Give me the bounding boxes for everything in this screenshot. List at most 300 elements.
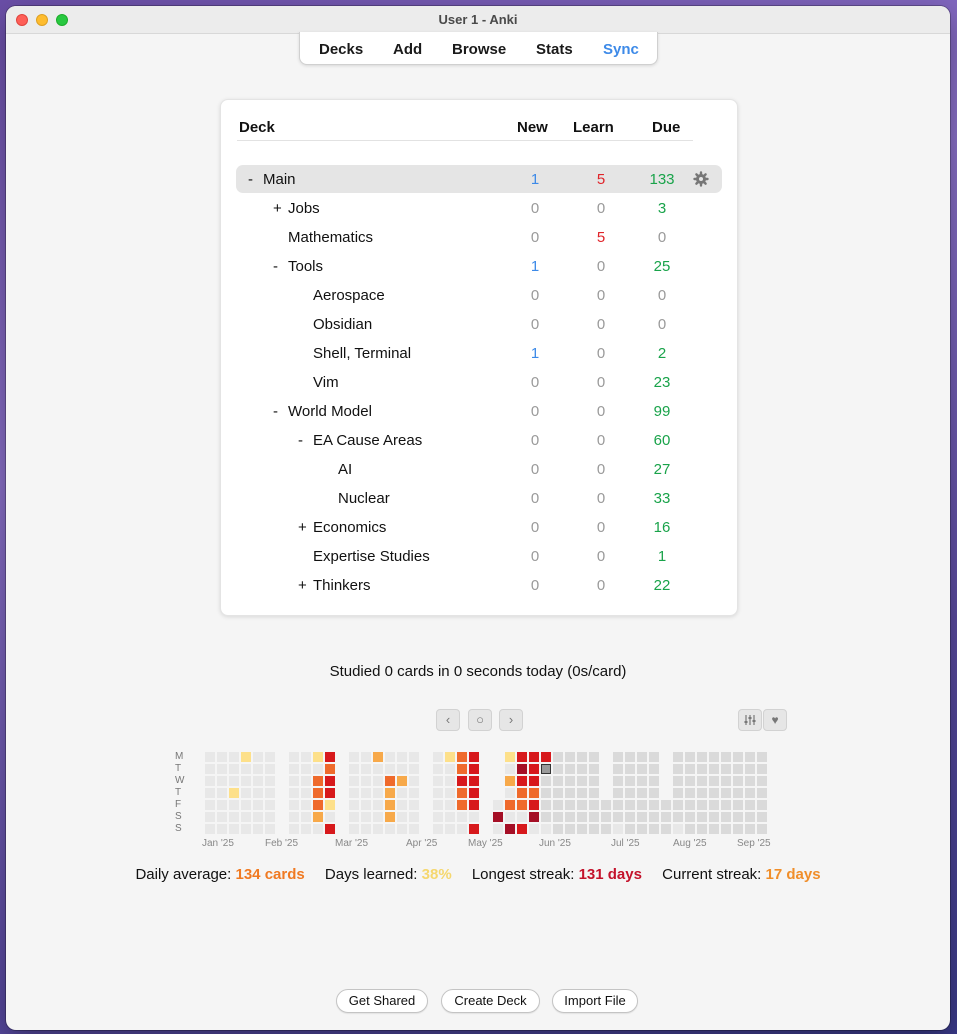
heatmap-day-cell[interactable]	[553, 776, 563, 786]
heatmap-day-cell[interactable]	[397, 788, 407, 798]
heatmap-day-cell[interactable]	[229, 776, 239, 786]
heatmap-day-cell[interactable]	[601, 812, 611, 822]
heatmap-day-cell[interactable]	[217, 800, 227, 810]
heatmap-day-cell[interactable]	[553, 800, 563, 810]
heatmap-day-cell[interactable]	[553, 788, 563, 798]
heatmap-day-cell[interactable]	[469, 788, 479, 798]
heatmap-day-cell[interactable]	[685, 824, 695, 834]
heatmap-day-cell[interactable]	[373, 812, 383, 822]
heatmap-day-cell[interactable]	[253, 812, 263, 822]
heatmap-day-cell[interactable]	[505, 764, 515, 774]
deck-row[interactable]	[221, 194, 737, 223]
heatmap-day-cell[interactable]	[493, 800, 503, 810]
heatmap-day-cell[interactable]	[313, 776, 323, 786]
heatmap-day-cell[interactable]	[649, 752, 659, 762]
heatmap-day-cell[interactable]	[721, 812, 731, 822]
heatmap-day-cell[interactable]	[433, 776, 443, 786]
heatmap-day-cell[interactable]	[301, 788, 311, 798]
heatmap-day-cell[interactable]	[577, 764, 587, 774]
heatmap-day-cell[interactable]	[685, 764, 695, 774]
heatmap-day-cell[interactable]	[529, 764, 539, 774]
heatmap-day-cell[interactable]	[649, 800, 659, 810]
heatmap-day-cell[interactable]	[745, 776, 755, 786]
heatmap-day-cell[interactable]	[361, 824, 371, 834]
heatmap-day-cell[interactable]	[373, 788, 383, 798]
heatmap-day-cell[interactable]	[217, 764, 227, 774]
heatmap-day-cell[interactable]	[457, 776, 467, 786]
import-file-button[interactable]: Import File	[552, 989, 638, 1013]
heatmap-day-cell[interactable]	[361, 788, 371, 798]
heatmap-day-cell[interactable]	[361, 752, 371, 762]
heatmap-day-cell[interactable]	[265, 824, 275, 834]
heatmap-day-cell[interactable]	[313, 800, 323, 810]
heatmap-day-cell[interactable]	[673, 812, 683, 822]
heatmap-day-cell[interactable]	[385, 788, 395, 798]
heatmap-day-cell[interactable]	[409, 800, 419, 810]
heatmap-day-cell[interactable]	[505, 776, 515, 786]
heatmap-day-cell[interactable]	[733, 824, 743, 834]
deck-name[interactable]: Mathematics	[288, 229, 374, 246]
heatmap-day-cell[interactable]	[229, 824, 239, 834]
deck-name[interactable]: Expertise Studies	[313, 548, 430, 565]
heatmap-day-cell[interactable]	[265, 776, 275, 786]
heatmap-day-cell[interactable]	[445, 752, 455, 762]
heatmap-day-cell[interactable]	[577, 752, 587, 762]
deck-row[interactable]	[221, 281, 737, 310]
heatmap-day-cell[interactable]	[289, 764, 299, 774]
heatmap-day-cell[interactable]	[409, 788, 419, 798]
heatmap-day-cell[interactable]	[697, 812, 707, 822]
deck-row[interactable]	[221, 513, 737, 542]
heatmap-day-cell[interactable]	[409, 824, 419, 834]
heatmap-day-cell[interactable]	[469, 776, 479, 786]
heatmap-day-cell[interactable]	[505, 800, 515, 810]
heatmap-day-cell[interactable]	[577, 812, 587, 822]
heatmap-day-cell[interactable]	[457, 812, 467, 822]
heatmap-day-cell[interactable]	[385, 812, 395, 822]
heatmap-day-cell[interactable]	[397, 800, 407, 810]
heatmap-day-cell[interactable]	[505, 812, 515, 822]
heatmap-day-cell[interactable]	[457, 752, 467, 762]
deck-name[interactable]: EA Cause Areas	[313, 432, 423, 449]
heatmap-day-cell[interactable]	[685, 776, 695, 786]
heatmap-day-cell[interactable]	[493, 812, 503, 822]
heatmap-day-cell[interactable]	[505, 752, 515, 762]
heatmap-day-cell[interactable]	[541, 788, 551, 798]
heatmap-day-cell[interactable]	[649, 812, 659, 822]
heatmap-day-cell[interactable]	[397, 824, 407, 834]
heatmap-day-cell[interactable]	[253, 824, 263, 834]
heatmap-day-cell[interactable]	[733, 788, 743, 798]
heatmap-day-cell[interactable]	[469, 800, 479, 810]
heatmap-day-cell[interactable]	[697, 788, 707, 798]
heatmap-day-cell[interactable]	[349, 824, 359, 834]
heatmap-day-cell[interactable]	[709, 776, 719, 786]
heatmap-day-cell[interactable]	[721, 788, 731, 798]
deck-row[interactable]	[221, 165, 737, 194]
heatmap-day-cell[interactable]	[733, 800, 743, 810]
heatmap-day-cell[interactable]	[457, 800, 467, 810]
heatmap-today-cell[interactable]	[542, 765, 551, 774]
heatmap-day-cell[interactable]	[373, 800, 383, 810]
heatmap-day-cell[interactable]	[445, 812, 455, 822]
heatmap-day-cell[interactable]	[661, 800, 671, 810]
heatmap-day-cell[interactable]	[241, 800, 251, 810]
heatmap-day-cell[interactable]	[325, 764, 335, 774]
heatmap-day-cell[interactable]	[697, 824, 707, 834]
heatmap-day-cell[interactable]	[613, 812, 623, 822]
heatmap-day-cell[interactable]	[445, 800, 455, 810]
heatmap-day-cell[interactable]	[529, 752, 539, 762]
heatmap-day-cell[interactable]	[673, 752, 683, 762]
heatmap-day-cell[interactable]	[301, 824, 311, 834]
deck-row[interactable]	[221, 455, 737, 484]
heatmap-day-cell[interactable]	[625, 800, 635, 810]
heatmap-day-cell[interactable]	[745, 764, 755, 774]
heatmap-day-cell[interactable]	[325, 776, 335, 786]
heatmap-day-cell[interactable]	[349, 812, 359, 822]
deck-name[interactable]: Shell, Terminal	[313, 345, 412, 362]
heatmap-day-cell[interactable]	[685, 800, 695, 810]
heatmap-day-cell[interactable]	[517, 764, 527, 774]
heatmap-support-button[interactable]	[763, 709, 787, 731]
heatmap-day-cell[interactable]	[265, 812, 275, 822]
heatmap-day-cell[interactable]	[589, 824, 599, 834]
heatmap-day-cell[interactable]	[565, 812, 575, 822]
deck-row[interactable]	[221, 310, 737, 339]
heatmap-day-cell[interactable]	[289, 788, 299, 798]
browse-button[interactable]: Browse	[452, 41, 507, 58]
heatmap-day-cell[interactable]	[745, 812, 755, 822]
heatmap-day-cell[interactable]	[517, 800, 527, 810]
heatmap-day-cell[interactable]	[757, 824, 767, 834]
deck-name[interactable]: Vim	[313, 374, 339, 391]
heatmap-day-cell[interactable]	[613, 824, 623, 834]
heatmap-day-cell[interactable]	[697, 752, 707, 762]
heatmap-day-cell[interactable]	[613, 800, 623, 810]
heatmap-day-cell[interactable]	[685, 812, 695, 822]
heatmap-day-cell[interactable]	[589, 776, 599, 786]
heatmap-day-cell[interactable]	[697, 800, 707, 810]
heatmap-day-cell[interactable]	[397, 776, 407, 786]
heatmap-day-cell[interactable]	[745, 824, 755, 834]
heatmap-day-cell[interactable]	[289, 776, 299, 786]
heatmap-day-cell[interactable]	[517, 812, 527, 822]
heatmap-day-cell[interactable]	[289, 824, 299, 834]
heatmap-day-cell[interactable]	[601, 800, 611, 810]
heatmap-day-cell[interactable]	[589, 812, 599, 822]
heatmap-day-cell[interactable]	[217, 824, 227, 834]
heatmap-day-cell[interactable]	[613, 752, 623, 762]
heatmap-day-cell[interactable]	[349, 764, 359, 774]
heatmap-day-cell[interactable]	[385, 776, 395, 786]
heatmap-day-cell[interactable]	[589, 764, 599, 774]
heatmap-day-cell[interactable]	[409, 764, 419, 774]
heatmap-day-cell[interactable]	[733, 764, 743, 774]
expand-collapse-toggle[interactable]: -	[273, 403, 278, 420]
deck-name[interactable]: AI	[338, 461, 353, 478]
heatmap-day-cell[interactable]	[577, 776, 587, 786]
heatmap-day-cell[interactable]	[625, 764, 635, 774]
heatmap-day-cell[interactable]	[205, 800, 215, 810]
heatmap-day-cell[interactable]	[505, 824, 515, 834]
heatmap-day-cell[interactable]	[529, 824, 539, 834]
heatmap-day-cell[interactable]	[241, 812, 251, 822]
heatmap-day-cell[interactable]	[229, 800, 239, 810]
heatmap-day-cell[interactable]	[205, 764, 215, 774]
deck-name[interactable]: Jobs	[288, 200, 320, 217]
heatmap-day-cell[interactable]	[505, 788, 515, 798]
heatmap-day-cell[interactable]	[397, 812, 407, 822]
heatmap-day-cell[interactable]	[433, 788, 443, 798]
heatmap-day-cell[interactable]	[757, 776, 767, 786]
heatmap-day-cell[interactable]	[265, 752, 275, 762]
heatmap-day-cell[interactable]	[745, 788, 755, 798]
heatmap-day-cell[interactable]	[217, 812, 227, 822]
expand-collapse-toggle[interactable]: -	[248, 171, 253, 188]
heatmap-day-cell[interactable]	[685, 788, 695, 798]
heatmap-day-cell[interactable]	[673, 824, 683, 834]
heatmap-day-cell[interactable]	[349, 776, 359, 786]
heatmap-day-cell[interactable]	[661, 824, 671, 834]
heatmap-day-cell[interactable]	[649, 764, 659, 774]
heatmap-day-cell[interactable]	[613, 788, 623, 798]
heatmap-today-button[interactable]	[468, 709, 492, 731]
heatmap-day-cell[interactable]	[241, 764, 251, 774]
heatmap-day-cell[interactable]	[361, 812, 371, 822]
heatmap-day-cell[interactable]	[229, 812, 239, 822]
heatmap-day-cell[interactable]	[205, 776, 215, 786]
heatmap-day-cell[interactable]	[493, 824, 503, 834]
heatmap-next-button[interactable]	[499, 709, 523, 731]
heatmap-day-cell[interactable]	[565, 788, 575, 798]
heatmap-day-cell[interactable]	[325, 824, 335, 834]
heatmap-day-cell[interactable]	[565, 764, 575, 774]
heatmap-day-cell[interactable]	[325, 752, 335, 762]
deck-row[interactable]	[221, 252, 737, 281]
heatmap-day-cell[interactable]	[673, 788, 683, 798]
heatmap-day-cell[interactable]	[385, 752, 395, 762]
heatmap-day-cell[interactable]	[289, 812, 299, 822]
gear-icon[interactable]	[693, 171, 709, 187]
heatmap-day-cell[interactable]	[253, 800, 263, 810]
heatmap-day-cell[interactable]	[313, 824, 323, 834]
heatmap-day-cell[interactable]	[661, 812, 671, 822]
heatmap-day-cell[interactable]	[241, 776, 251, 786]
heatmap-day-cell[interactable]	[301, 764, 311, 774]
heatmap-day-cell[interactable]	[757, 812, 767, 822]
heatmap-day-cell[interactable]	[721, 800, 731, 810]
heatmap-day-cell[interactable]	[445, 824, 455, 834]
deck-name[interactable]: Thinkers	[313, 577, 371, 594]
heatmap-day-cell[interactable]	[517, 752, 527, 762]
heatmap-day-cell[interactable]	[205, 788, 215, 798]
heatmap-day-cell[interactable]	[241, 752, 251, 762]
heatmap-day-cell[interactable]	[433, 764, 443, 774]
heatmap-options-button[interactable]	[738, 709, 762, 731]
heatmap-day-cell[interactable]	[241, 788, 251, 798]
deck-row[interactable]	[221, 426, 737, 455]
heatmap-day-cell[interactable]	[673, 776, 683, 786]
heatmap-day-cell[interactable]	[301, 752, 311, 762]
heatmap-day-cell[interactable]	[229, 764, 239, 774]
heatmap-day-cell[interactable]	[625, 788, 635, 798]
heatmap-day-cell[interactable]	[709, 788, 719, 798]
heatmap-day-cell[interactable]	[757, 764, 767, 774]
heatmap-day-cell[interactable]	[553, 824, 563, 834]
heatmap-day-cell[interactable]	[541, 812, 551, 822]
heatmap-day-cell[interactable]	[733, 752, 743, 762]
add-button[interactable]: Add	[393, 41, 423, 58]
heatmap-day-cell[interactable]	[373, 776, 383, 786]
heatmap-day-cell[interactable]	[745, 752, 755, 762]
heatmap-day-cell[interactable]	[373, 752, 383, 762]
heatmap-day-cell[interactable]	[349, 788, 359, 798]
heatmap-day-cell[interactable]	[637, 752, 647, 762]
heatmap-day-cell[interactable]	[469, 752, 479, 762]
heatmap-day-cell[interactable]	[553, 752, 563, 762]
deck-row[interactable]	[221, 571, 737, 600]
heatmap-day-cell[interactable]	[445, 788, 455, 798]
heatmap-day-cell[interactable]	[409, 776, 419, 786]
heatmap-day-cell[interactable]	[409, 752, 419, 762]
heatmap-day-cell[interactable]	[349, 800, 359, 810]
heatmap-day-cell[interactable]	[229, 752, 239, 762]
heatmap-day-cell[interactable]	[697, 776, 707, 786]
heatmap-day-cell[interactable]	[217, 788, 227, 798]
heatmap-day-cell[interactable]	[469, 824, 479, 834]
heatmap-day-cell[interactable]	[649, 788, 659, 798]
heatmap-day-cell[interactable]	[541, 824, 551, 834]
expand-collapse-toggle[interactable]: +	[298, 519, 307, 536]
heatmap-day-cell[interactable]	[529, 776, 539, 786]
heatmap-day-cell[interactable]	[685, 752, 695, 762]
expand-collapse-toggle[interactable]: +	[273, 200, 282, 217]
heatmap-day-cell[interactable]	[361, 776, 371, 786]
heatmap-day-cell[interactable]	[709, 800, 719, 810]
heatmap-day-cell[interactable]	[733, 812, 743, 822]
heatmap-day-cell[interactable]	[217, 752, 227, 762]
heatmap-day-cell[interactable]	[745, 800, 755, 810]
heatmap-day-cell[interactable]	[589, 752, 599, 762]
heatmap-day-cell[interactable]	[253, 788, 263, 798]
heatmap-day-cell[interactable]	[625, 776, 635, 786]
heatmap-day-cell[interactable]	[253, 752, 263, 762]
heatmap-day-cell[interactable]	[577, 800, 587, 810]
heatmap-day-cell[interactable]	[757, 752, 767, 762]
heatmap-day-cell[interactable]	[409, 812, 419, 822]
decks-button[interactable]: Decks	[319, 41, 364, 58]
heatmap-day-cell[interactable]	[325, 788, 335, 798]
heatmap-day-cell[interactable]	[469, 812, 479, 822]
heatmap-day-cell[interactable]	[241, 824, 251, 834]
heatmap-day-cell[interactable]	[313, 764, 323, 774]
deck-name[interactable]: Tools	[288, 258, 324, 275]
heatmap-day-cell[interactable]	[457, 764, 467, 774]
heatmap-day-cell[interactable]	[433, 824, 443, 834]
heatmap-day-cell[interactable]	[589, 800, 599, 810]
heatmap-day-cell[interactable]	[313, 752, 323, 762]
heatmap-day-cell[interactable]	[673, 764, 683, 774]
heatmap-day-cell[interactable]	[577, 788, 587, 798]
heatmap-day-cell[interactable]	[445, 764, 455, 774]
heatmap-day-cell[interactable]	[301, 812, 311, 822]
heatmap-day-cell[interactable]	[205, 752, 215, 762]
heatmap-day-cell[interactable]	[589, 788, 599, 798]
heatmap-day-cell[interactable]	[721, 776, 731, 786]
heatmap-day-cell[interactable]	[721, 824, 731, 834]
expand-collapse-toggle[interactable]: -	[298, 432, 303, 449]
heatmap-day-cell[interactable]	[577, 824, 587, 834]
heatmap-day-cell[interactable]	[625, 812, 635, 822]
heatmap-day-cell[interactable]	[397, 764, 407, 774]
heatmap-day-cell[interactable]	[289, 800, 299, 810]
heatmap-day-cell[interactable]	[265, 788, 275, 798]
heatmap-day-cell[interactable]	[517, 776, 527, 786]
heatmap-day-cell[interactable]	[553, 764, 563, 774]
expand-collapse-toggle[interactable]: -	[273, 258, 278, 275]
deck-name[interactable]: Aerospace	[313, 287, 385, 304]
deck-row[interactable]	[221, 339, 737, 368]
heatmap-day-cell[interactable]	[229, 788, 239, 798]
heatmap-day-cell[interactable]	[637, 764, 647, 774]
deck-row[interactable]	[221, 397, 737, 426]
heatmap-day-cell[interactable]	[529, 788, 539, 798]
heatmap-day-cell[interactable]	[265, 764, 275, 774]
deck-name[interactable]: Economics	[313, 519, 387, 536]
heatmap-day-cell[interactable]	[373, 824, 383, 834]
heatmap-day-cell[interactable]	[385, 764, 395, 774]
heatmap-day-cell[interactable]	[625, 752, 635, 762]
heatmap-day-cell[interactable]	[253, 764, 263, 774]
heatmap-day-cell[interactable]	[565, 752, 575, 762]
deck-name[interactable]: World Model	[288, 403, 372, 420]
heatmap-day-cell[interactable]	[325, 812, 335, 822]
heatmap-day-cell[interactable]	[349, 752, 359, 762]
sync-button[interactable]: Sync	[603, 41, 639, 58]
deck-name[interactable]: Nuclear	[338, 490, 390, 507]
heatmap-day-cell[interactable]	[613, 764, 623, 774]
heatmap-day-cell[interactable]	[697, 764, 707, 774]
heatmap-day-cell[interactable]	[565, 824, 575, 834]
heatmap-day-cell[interactable]	[709, 752, 719, 762]
heatmap-day-cell[interactable]	[433, 800, 443, 810]
heatmap-day-cell[interactable]	[637, 776, 647, 786]
heatmap-day-cell[interactable]	[637, 824, 647, 834]
heatmap-day-cell[interactable]	[637, 800, 647, 810]
heatmap-day-cell[interactable]	[301, 776, 311, 786]
heatmap-day-cell[interactable]	[445, 776, 455, 786]
deck-row[interactable]	[221, 223, 737, 252]
heatmap-day-cell[interactable]	[301, 800, 311, 810]
heatmap-day-cell[interactable]	[709, 812, 719, 822]
heatmap-day-cell[interactable]	[313, 812, 323, 822]
deck-name[interactable]: Obsidian	[313, 316, 373, 333]
heatmap-day-cell[interactable]	[361, 800, 371, 810]
heatmap-day-cell[interactable]	[529, 812, 539, 822]
deck-row[interactable]	[221, 368, 737, 397]
heatmap-day-cell[interactable]	[649, 824, 659, 834]
heatmap-day-cell[interactable]	[265, 800, 275, 810]
heatmap-day-cell[interactable]	[457, 824, 467, 834]
heatmap-day-cell[interactable]	[613, 776, 623, 786]
heatmap-day-cell[interactable]	[529, 800, 539, 810]
heatmap-day-cell[interactable]	[553, 812, 563, 822]
heatmap-day-cell[interactable]	[649, 776, 659, 786]
heatmap-day-cell[interactable]	[397, 752, 407, 762]
heatmap-day-cell[interactable]	[673, 800, 683, 810]
heatmap-day-cell[interactable]	[541, 800, 551, 810]
